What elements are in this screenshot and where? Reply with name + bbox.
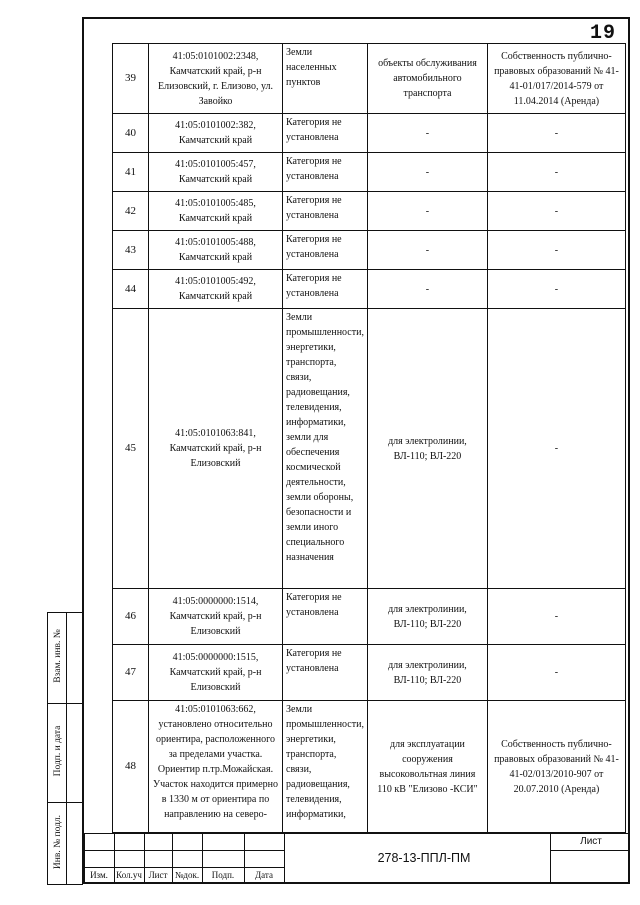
table-row	[113, 153, 626, 192]
row-number: 45	[113, 309, 149, 589]
side-stamp-value-column	[66, 612, 83, 885]
col-list-label: Лист	[148, 870, 168, 880]
side-stamp-cell	[67, 703, 82, 704]
inv-original-label: Инв. № подл.	[53, 814, 63, 870]
table-row	[113, 44, 626, 114]
title-block-rule	[550, 850, 630, 851]
table-row	[113, 589, 626, 645]
rights-info: -	[487, 645, 625, 701]
sheet-label: Лист	[580, 836, 602, 847]
permitted-use: для эксплуатации сооружения высоковольтная линия 110 кВ "Елизово -КСИ"	[367, 701, 487, 833]
cadastral-address: 41:05:0101005:485, Камчатский край	[149, 192, 283, 231]
land-category: Категория не установлена	[283, 153, 368, 192]
col-izm-label: Изм.	[90, 870, 108, 880]
row-number: 42	[113, 192, 149, 231]
permitted-use: -	[367, 192, 487, 231]
col-n-dok-label: №док.	[174, 870, 200, 880]
row-number: 43	[113, 231, 149, 270]
table-row	[113, 231, 626, 270]
permitted-use: объекты обслуживания автомобильного транспорта	[367, 44, 487, 114]
col-data-label: Дата	[255, 870, 273, 880]
land-category: Категория не установлена	[283, 589, 368, 645]
rights-info: -	[487, 231, 625, 270]
row-number: 39	[113, 44, 149, 114]
cadastral-address: 41:05:0101005:492, Камчатский край	[149, 270, 283, 309]
row-number: 46	[113, 589, 149, 645]
permitted-use: -	[367, 153, 487, 192]
permitted-use: для электролинии, ВЛ-110; ВЛ-220	[367, 589, 487, 645]
permitted-use: для электролинии, ВЛ-110; ВЛ-220	[367, 645, 487, 701]
title-block	[84, 833, 630, 884]
land-category: Категория не установлена	[283, 192, 368, 231]
title-block-rule	[284, 833, 285, 884]
rights-info: Собственность публично-правовых образований № 41-41-01/017/2014-579 от 11.04.2014 (Аренда)	[487, 44, 625, 114]
row-number: 41	[113, 153, 149, 192]
inv-replacement-label: Взам. инв. №	[53, 629, 63, 683]
cadastral-address: 41:05:0101063:662, установлено относительно ориентира, расположенного за пределами участка. Ориентир п.тр.Можайская. Участок находится примерно в 1330 м от ориентира по направлению на северо-	[149, 701, 283, 833]
table-row	[113, 192, 626, 231]
permitted-use: -	[367, 270, 487, 309]
cadastral-address: 41:05:0000000:1515, Камчатский край, р-н Елизовский	[149, 645, 283, 701]
permitted-use: -	[367, 231, 487, 270]
signature-date-label: Подп. и дата	[53, 725, 63, 777]
table-row	[113, 645, 626, 701]
cadastral-address: 41:05:0101002:2348, Камчатский край, р-н Елизовский, г. Елизово, ул. Завойко	[149, 44, 283, 114]
cadastral-address: 41:05:0101005:457, Камчатский край	[149, 153, 283, 192]
title-block-rule	[550, 833, 551, 884]
land-category: Земли населенных пунктов	[283, 44, 368, 114]
title-block-rule	[84, 833, 630, 834]
cadastral-address: 41:05:0101063:841, Камчатский край, р-н Елизовский	[149, 309, 283, 589]
permitted-use: для электролинии, ВЛ-110; ВЛ-220	[367, 309, 487, 589]
row-number: 47	[113, 645, 149, 701]
land-category: Земли промышленности, энергетики, транспорта, связи, радиовещания, телевидения, информатики, земли для обеспечения космической деятельности, земли обороны, безопасности и земли иного специального назначения	[283, 309, 368, 589]
rights-info: -	[487, 114, 625, 153]
land-category: Земли промышленности, энергетики, транспорта, связи, радиовещания, телевидения, информатики,	[283, 701, 368, 833]
land-category: Категория не установлена	[283, 231, 368, 270]
cadastral-address: 41:05:0101005:488, Камчатский край	[149, 231, 283, 270]
row-number: 40	[113, 114, 149, 153]
table-row	[113, 309, 626, 589]
rights-info: -	[487, 270, 625, 309]
side-stamp	[47, 612, 83, 885]
rights-info: -	[487, 309, 625, 589]
side-stamp-label-column	[47, 612, 67, 885]
land-category: Категория не установлена	[283, 270, 368, 309]
row-number: 44	[113, 270, 149, 309]
land-category: Категория не установлена	[283, 645, 368, 701]
rights-info: -	[487, 589, 625, 645]
document-code: 278-13-ППЛ-ПМ	[377, 851, 471, 865]
side-stamp-cell	[67, 802, 82, 803]
col-podp-label: Подп.	[211, 870, 235, 880]
table-row	[113, 270, 626, 309]
table-row	[113, 114, 626, 153]
land-category: Категория не установлена	[283, 114, 368, 153]
row-number: 48	[113, 701, 149, 833]
land-plots-table	[112, 43, 626, 833]
cadastral-address: 41:05:0000000:1514, Камчатский край, р-н Елизовский	[149, 589, 283, 645]
rights-info: -	[487, 192, 625, 231]
side-stamp-cell	[48, 703, 66, 704]
cadastral-address: 41:05:0101002:382, Камчатский край	[149, 114, 283, 153]
rights-info: Собственность публично-правовых образований № 41-41-02/013/2010-907 от 20.07.2010 (Аренда)	[487, 701, 625, 833]
sheet-number: 19	[590, 22, 617, 45]
col-kol-uch-label: Кол.уч	[116, 870, 142, 880]
rights-info: -	[487, 153, 625, 192]
table-row	[113, 701, 626, 833]
permitted-use: -	[367, 114, 487, 153]
